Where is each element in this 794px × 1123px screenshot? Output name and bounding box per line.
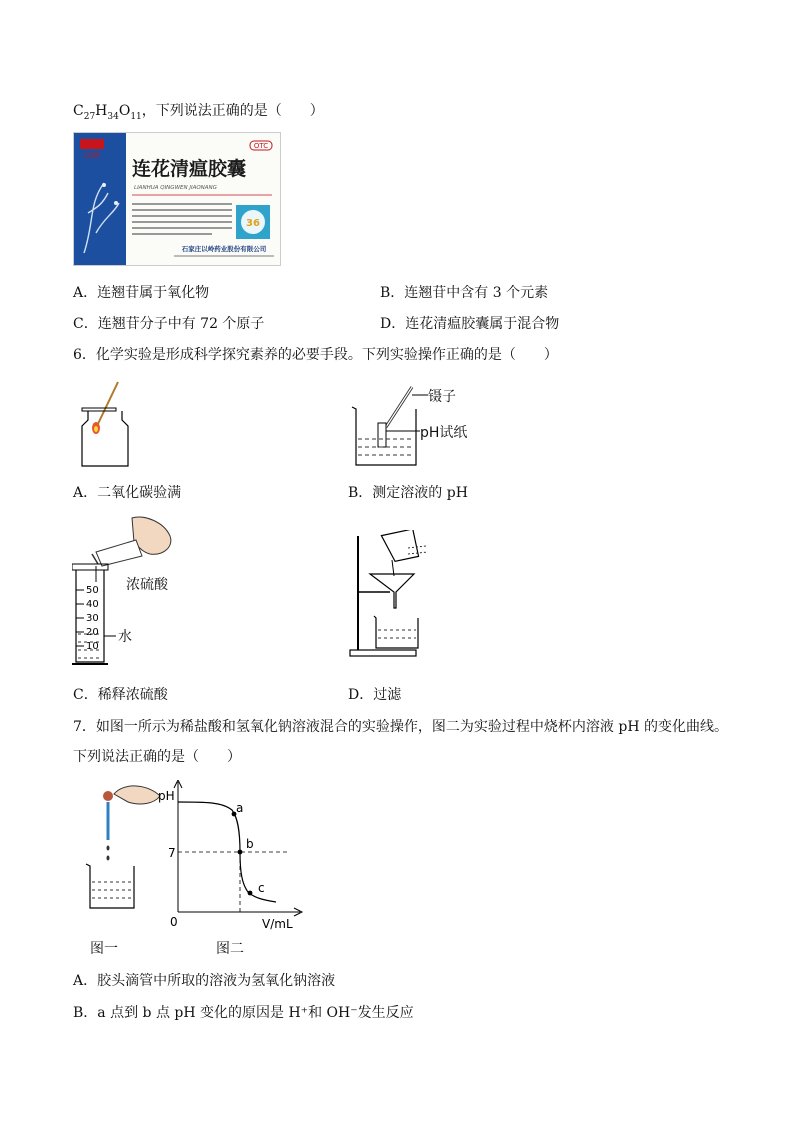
formula-sub-c: 27: [83, 111, 96, 122]
point-b-label: b: [246, 837, 254, 851]
point-a-label: a: [236, 801, 244, 815]
q7-option-a: A．胶头滴管中所取的溶液为氢氧化钠溶液: [73, 973, 336, 989]
tick-10: 10: [86, 641, 99, 652]
box-company: 石家庄以岭药业股份有限公司: [181, 245, 267, 253]
svg-text:36: 36: [246, 218, 260, 229]
figure-two-caption: 图二: [216, 941, 244, 957]
q5-option-c: C．连翘苷分子中有 72 个原子: [73, 316, 265, 332]
formula-h: H: [95, 103, 108, 119]
y-axis-label: pH: [158, 789, 175, 803]
tick-20: 20: [86, 627, 99, 638]
q7-stem-line1: 7．如图一所示为稀盐酸和氢氧化钠溶液混合的实验操作，图二为实验过程中烧杯内溶液 pH 的变化曲线。: [73, 719, 728, 735]
formula-o: O: [118, 103, 131, 119]
brand-logo-text: 以岭: [84, 151, 100, 160]
figure-filtration: [346, 530, 446, 660]
q6-option-a: A．二氧化碳验满: [73, 485, 182, 501]
label-conc-acid: 浓硫酸: [126, 577, 168, 593]
q7-stem-line2: 下列说法正确的是（ ）: [73, 749, 241, 765]
q7-option-b: B．a 点到 b 点 pH 变化的原因是 H⁺和 OH⁻发生反应: [73, 1005, 414, 1021]
figure-one-caption: 图一: [90, 941, 118, 957]
formula-sub-h: 34: [107, 111, 119, 122]
q6-option-b: B．测定溶液的 pH: [348, 485, 468, 501]
x-axis-label: V/mL: [262, 917, 293, 930]
origin-label: 0: [170, 915, 178, 929]
q5-option-d: D．连花清瘟胶囊属于混合物: [380, 316, 560, 332]
y-tick-7: 7: [168, 846, 176, 860]
label-water: 水: [118, 629, 132, 645]
figure-co2-test: [78, 380, 138, 470]
tick-30: 30: [86, 613, 99, 624]
otc-badge: OTC: [253, 142, 269, 150]
label-tweezers: 镊子: [428, 389, 456, 405]
point-c: [248, 891, 253, 896]
medicine-box-image: [73, 132, 281, 266]
q5-option-a: A．连翘苷属于氧化物: [73, 285, 210, 301]
label-ph-paper: pH试纸: [420, 425, 468, 441]
point-b: [238, 850, 243, 855]
box-title: 连花清瘟胶囊: [132, 158, 247, 180]
q5-option-b: B．连翘苷中含有 3 个元素: [380, 285, 549, 301]
figure-two-ph-chart: [156, 780, 306, 930]
medicine-box-illustration: [74, 133, 280, 265]
q6-stem: 6．化学实验是形成科学探究素养的必要手段。下列实验操作正确的是（ ）: [73, 347, 558, 363]
tick-50: 50: [86, 585, 99, 596]
q5-stem-text: ，下列说法正确的是（ ）: [141, 103, 324, 119]
point-c-label: c: [258, 881, 265, 895]
q6-option-d: D．过滤: [348, 687, 402, 703]
q5-stem: [73, 102, 324, 126]
tick-40: 40: [86, 599, 99, 610]
box-pinyin: LIANHUA QINGWEN JIAONANG: [134, 185, 217, 191]
q6-option-c: C．稀释浓硫酸: [73, 687, 168, 703]
formula-c: C: [73, 103, 84, 119]
formula-sub-o: 11: [130, 111, 142, 122]
